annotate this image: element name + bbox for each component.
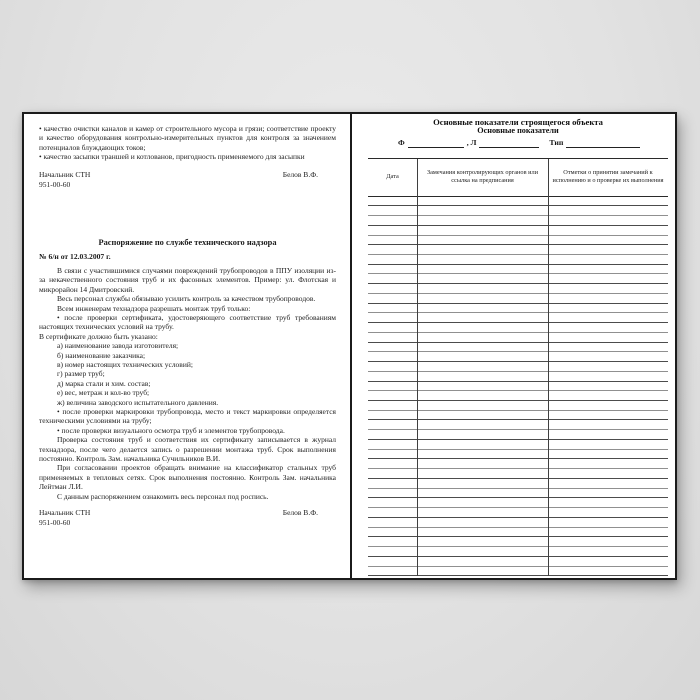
field-blank-tip — [566, 138, 640, 148]
table-row — [368, 469, 668, 479]
table-row — [368, 537, 668, 547]
left-page — [24, 114, 350, 578]
table-row — [368, 343, 668, 353]
field-blank-l — [479, 138, 539, 148]
table-row — [368, 197, 668, 207]
table-row — [368, 498, 668, 508]
order-title: Распоряжение по службе технического надзора — [98, 237, 277, 247]
table-row — [368, 440, 668, 450]
form-title: Основные показатели строящегося объекта — [433, 117, 603, 127]
table-body — [368, 197, 668, 577]
top-bullet-list — [39, 124, 336, 162]
table-row — [368, 547, 668, 557]
document-spread — [22, 112, 677, 580]
bullet-paragraph: • после проверки маркировки трубопровода, место и текст маркировки определяется техническими условиями на трубу; — [39, 407, 336, 426]
table-row — [368, 528, 668, 538]
column-header-remarks: Замечания контролирующих органов или ссылка на предписания — [426, 169, 539, 185]
order-paragraph: Всем инженерам технадзора разрешать монтаж труб только: — [57, 303, 251, 313]
table-row — [368, 401, 668, 411]
cert-item: а) наименование завода изготовителя; — [57, 341, 179, 351]
order-body — [39, 266, 336, 501]
cert-item-list — [39, 341, 336, 407]
table-row — [368, 333, 668, 343]
table-row — [368, 382, 668, 392]
table-row — [368, 411, 668, 421]
table-row — [368, 430, 668, 440]
field-label-f: Ф — [398, 137, 405, 147]
field-label-tip: Тип — [549, 137, 564, 147]
cert-item: в) номер настоящих технических условий; — [57, 360, 193, 369]
order-paragraph: Весь персонал службы обязываю усилить контроль за качеством трубопроводов. — [57, 294, 316, 304]
table-row — [368, 294, 668, 304]
order-paragraph: В связи с участившимися случаями повреждений трубопроводов в ППУ изоляции из-за некачественного состояния труб и их фасонных элементов. Пример: ул. Флотская и микрорайон 14 Дмитровский. — [39, 265, 336, 294]
table-row — [368, 557, 668, 567]
table-row — [368, 255, 668, 265]
table-row — [368, 372, 668, 382]
order-paragraph: При согласовании проектов обращать внимание на классификатор стальных труб применяемых в тепловых сетях. Срок выполнения постоянно. Контроль Зам. начальника Лейтман Л.И. — [39, 463, 336, 492]
bullet-paragraph: • после проверки визуального осмотра труб и элементов трубопровода. — [57, 425, 285, 435]
cert-item: д) марка стали и хим. состав; — [57, 378, 151, 388]
column-header-marks: Отметки о принятии замечаний к исполнению и о проверке их выполнения — [552, 169, 664, 185]
table-row — [368, 236, 668, 246]
signature-top — [39, 170, 336, 179]
table-row — [368, 518, 668, 528]
cert-item: б) наименование заказчика; — [57, 350, 146, 360]
cert-intro: В сертификате должно быть указано: — [39, 331, 158, 341]
order-number: № 6/н от 12.03.2007 г. — [39, 251, 111, 261]
table-row — [368, 420, 668, 430]
table-row — [368, 489, 668, 499]
cert-item: е) вес, метраж и кол-во труб; — [57, 388, 150, 398]
order-paragraph: Проверка состояния труб и соответствия их сертификату записывается в журнал технадзора, после чего делается запись о разрешении монтажа труб. Срок выполнения постоянно. Контроль Зам. начальника Сучильников В.И. — [39, 435, 336, 464]
table-row — [368, 362, 668, 372]
table-row — [368, 323, 668, 333]
column-separator — [417, 159, 418, 577]
form-subtitle: Основные показатели — [477, 126, 559, 135]
right-page — [352, 114, 675, 578]
bullet-paragraph: • качество засыпки траншей и котлованов, пригодность применяемого для засыпки — [39, 152, 305, 162]
signature-phone: 951-00-60 — [39, 179, 71, 189]
signature-name: Белов В.Ф. — [282, 508, 318, 518]
table-row — [368, 206, 668, 216]
column-separator — [548, 159, 549, 577]
signature-bottom — [39, 508, 336, 517]
bullet-paragraph: • после проверки сертификата, удостоверяющего соответствие труб требованиям настоящих технических условий на трубу. — [39, 312, 336, 332]
table-row — [368, 391, 668, 401]
signature-name: Белов В.Ф. — [282, 169, 318, 179]
signature-position: Начальник СТН — [39, 508, 91, 518]
table-row — [368, 450, 668, 460]
table-row — [368, 567, 668, 577]
table-row — [368, 352, 668, 362]
field-label-l: , Л — [466, 137, 477, 147]
table-row — [368, 245, 668, 255]
form-fields-line — [398, 137, 668, 148]
table-row — [368, 216, 668, 226]
cert-item: г) размер труб; — [57, 369, 105, 379]
table-row — [368, 274, 668, 284]
table-row — [368, 479, 668, 489]
remarks-table — [368, 158, 668, 577]
table-row — [368, 226, 668, 236]
cert-item: ж) величина заводского испытательного давления. — [57, 397, 219, 407]
field-blank-f — [408, 138, 464, 148]
table-row — [368, 284, 668, 294]
column-header-date: Дата — [386, 173, 399, 181]
table-row — [368, 508, 668, 518]
table-row — [368, 459, 668, 469]
table-row — [368, 304, 668, 314]
table-row — [368, 265, 668, 275]
bullet-paragraph: • качество очистки каналов и камер от строительного мусора и грязи; соответствие проекту и качество оборудования контрольно-измерительных пунктов для контроля за значением потенциалов блуждающих токов; — [39, 124, 336, 152]
signature-phone: 951-00-60 — [39, 518, 71, 527]
signature-position: Начальник СТН — [39, 169, 91, 179]
table-header-row — [368, 159, 668, 197]
order-paragraph: С данным распоряжением ознакомить весь персонал под роспись. — [57, 491, 269, 501]
table-row — [368, 313, 668, 323]
